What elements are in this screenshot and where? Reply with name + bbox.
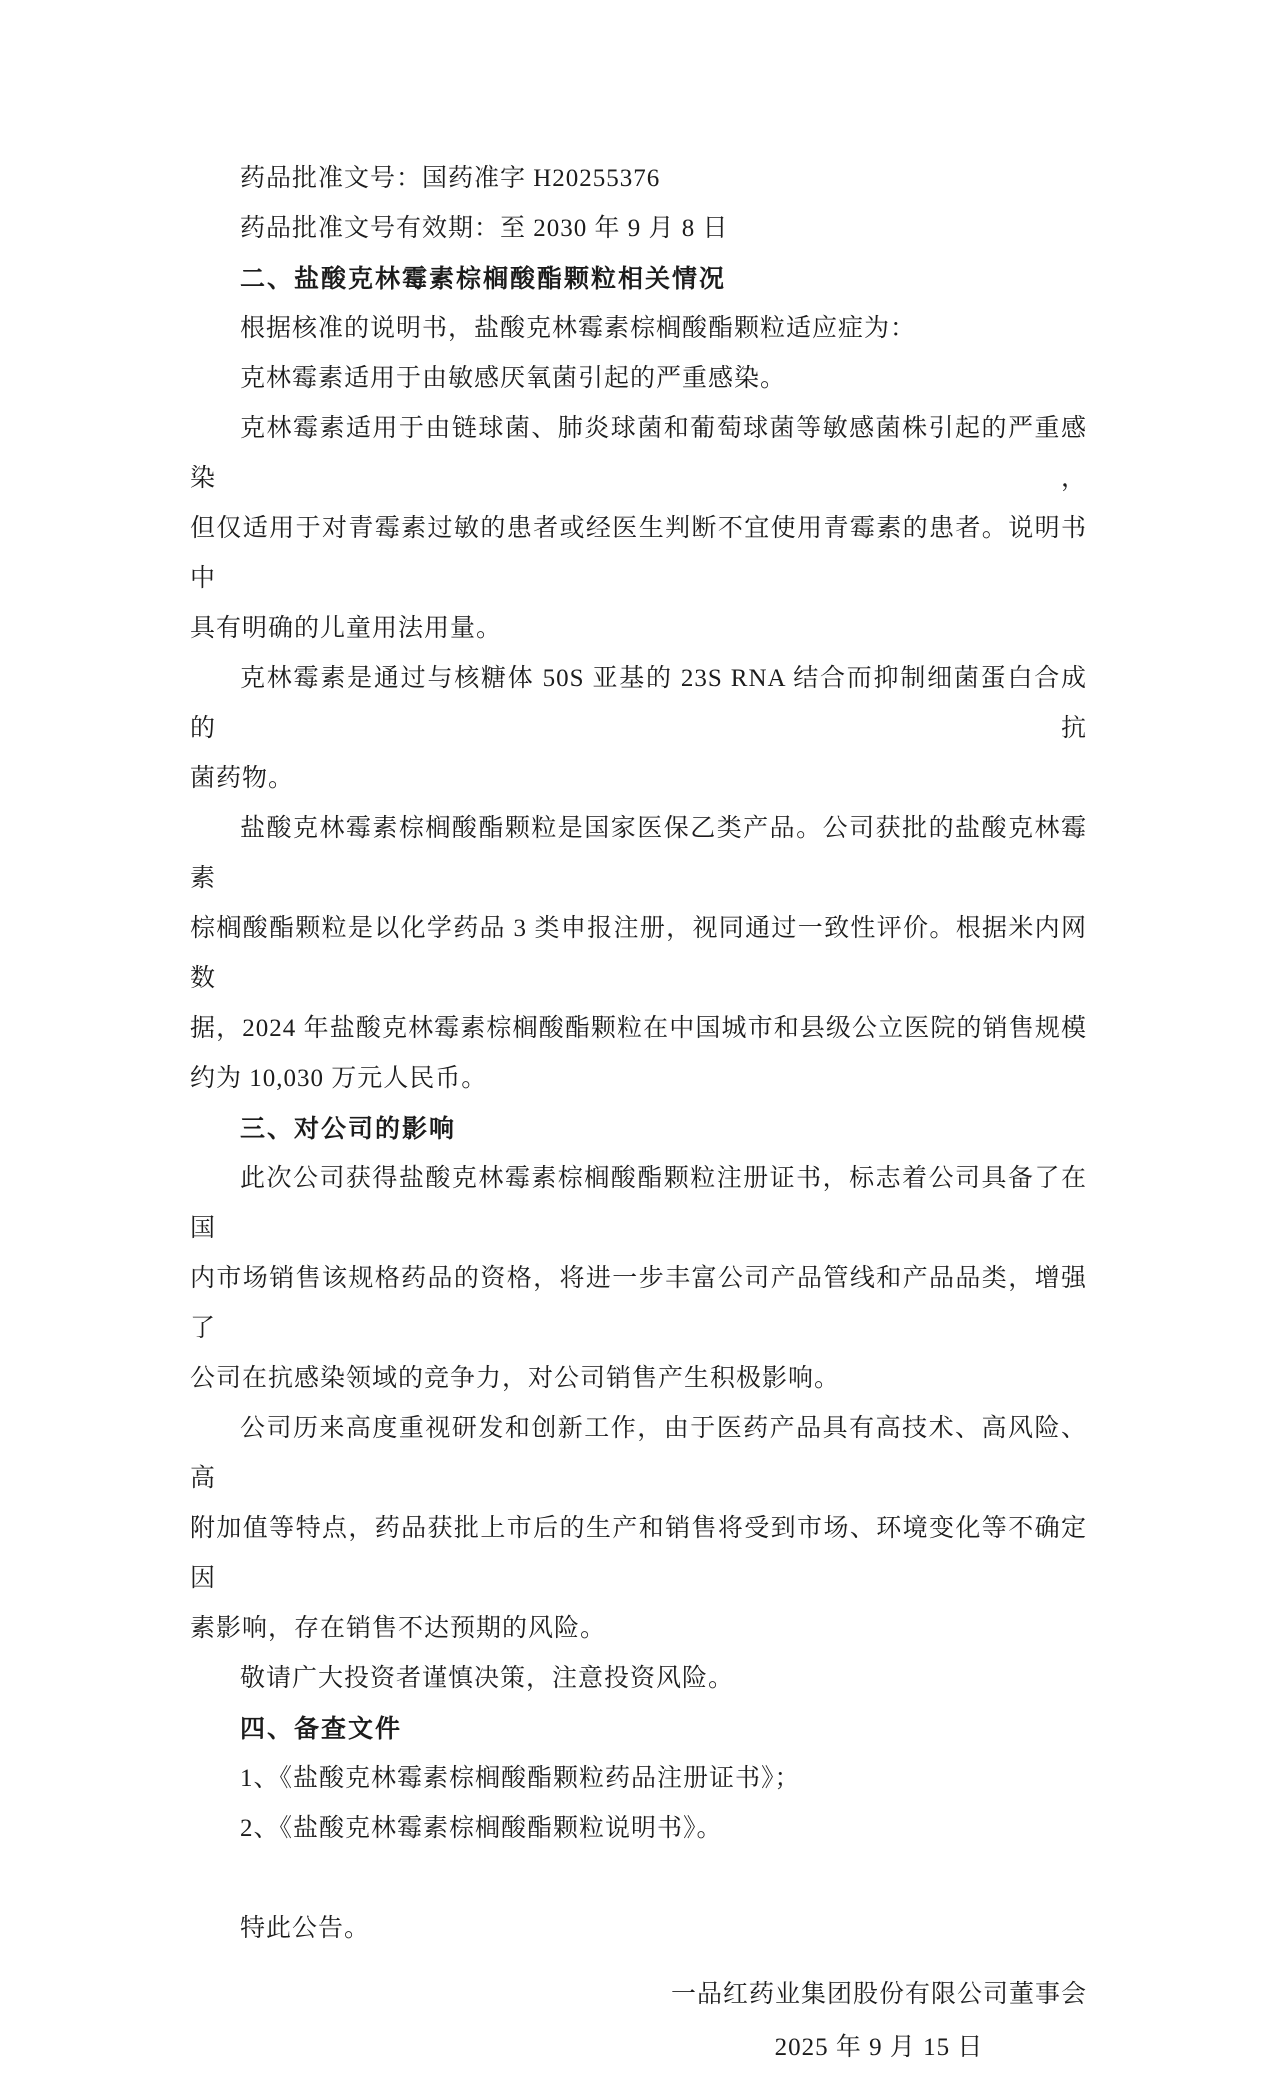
body-line: 内市场销售该规格药品的资格，将进一步丰富公司产品管线和产品品类，增强了 <box>190 1265 1087 1342</box>
approval-validity-line: 药品批准文号有效期：至 2030 年 9 月 8 日 <box>240 215 729 242</box>
body-line: 盐酸克林霉素棕榈酸酯颗粒是国家医保乙类产品。公司获批的盐酸克林霉素 <box>190 815 1087 892</box>
body-line: 公司历来高度重视研发和创新工作，由于医药产品具有高技术、高风险、高 <box>190 1415 1087 1492</box>
section-heading-reference-docs: 四、备查文件 <box>240 1715 403 1743</box>
body-line: 据，2024 年盐酸克林霉素棕榈酸酯颗粒在中国城市和县级公立医院的销售规模 <box>190 1015 1087 1042</box>
body-line: 根据核准的说明书，盐酸克林霉素棕榈酸酯颗粒适应症为： <box>240 315 917 342</box>
section-heading-company-impact: 三、对公司的影响 <box>240 1115 457 1143</box>
blank-line <box>190 1854 1087 1904</box>
section-heading-related-info: 二、盐酸克林霉素棕榈酸酯颗粒相关情况 <box>240 265 727 293</box>
body-line: 素影响，存在销售不达预期的风险。 <box>190 1615 607 1642</box>
body-line: 但仅适用于对青霉素过敏的患者或经医生判断不宜使用青霉素的患者。说明书中 <box>190 515 1087 592</box>
body-line: 克林霉素是通过与核糖体 50S 亚基的 23S RNA 结合而抑制细菌蛋白合成的抗 <box>190 665 1087 742</box>
reference-doc-item-1: 1、《盐酸克林霉素棕榈酸酯颗粒药品注册证书》； <box>240 1765 801 1792</box>
body-line: 此次公司获得盐酸克林霉素棕榈酸酯颗粒注册证书，标志着公司具备了在国 <box>190 1165 1087 1242</box>
body-line: 约为 10,030 万元人民币。 <box>190 1065 488 1092</box>
signature-date: 2025 年 9 月 15 日 <box>774 2034 984 2061</box>
body-line: 公司在抗感染领域的竞争力，对公司销售产生积极影响。 <box>190 1365 841 1392</box>
body-line: 棕榈酸酯颗粒是以化学药品 3 类申报注册，视同通过一致性评价。根据米内网数 <box>190 915 1087 992</box>
body-line: 克林霉素适用于由敏感厌氧菌引起的严重感染。 <box>240 365 787 392</box>
reference-doc-item-2: 2、《盐酸克林霉素棕榈酸酯颗粒说明书》。 <box>240 1815 723 1842</box>
body-line: 具有明确的儿童用法用量。 <box>190 615 503 642</box>
body-line: 菌药物。 <box>190 765 295 792</box>
body-line: 敬请广大投资者谨慎决策，注意投资风险。 <box>240 1665 735 1692</box>
signature-company: 一品红药业集团股份有限公司董事会 <box>670 1981 1087 2008</box>
signature-block <box>671 1968 1087 2074</box>
closing-announcement-line: 特此公告。 <box>240 1915 371 1942</box>
approval-number-line: 药品批准文号：国药准字 H20255376 <box>240 165 661 192</box>
body-line: 克林霉素适用于由链球菌、肺炎球菌和葡萄球菌等敏感菌株引起的严重感染， <box>190 415 1087 492</box>
body-line: 附加值等特点，药品获批上市后的生产和销售将受到市场、环境变化等不确定因 <box>190 1515 1087 1592</box>
